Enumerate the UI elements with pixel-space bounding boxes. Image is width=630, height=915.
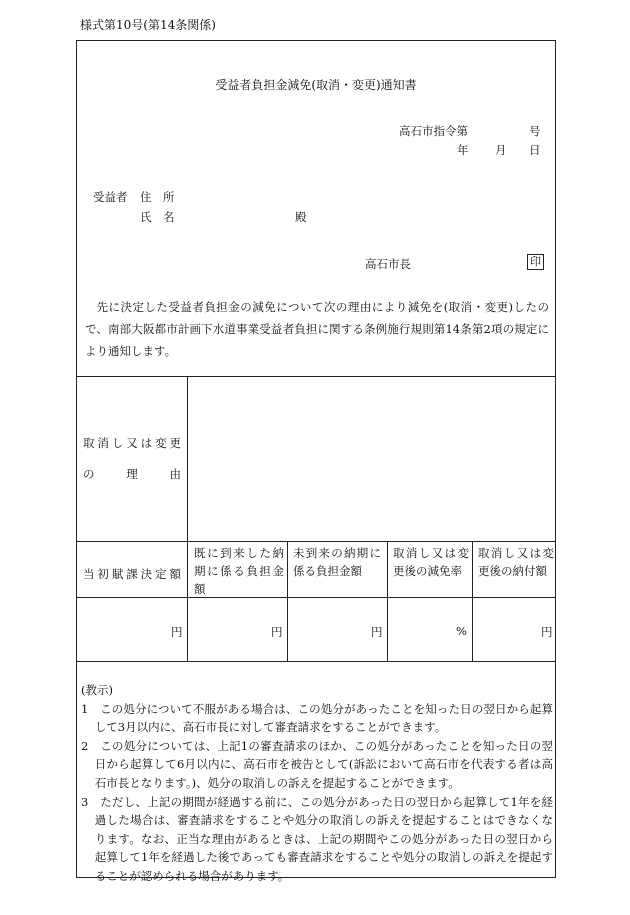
header-undue-amount: 未到来の納期に係る負担金額 [293, 546, 381, 578]
column-divider [387, 541, 388, 661]
divider-line [77, 597, 555, 598]
header-due-amount: 既に到来した納期に係る負担金額 [194, 546, 284, 596]
unit-yen: 円 [371, 625, 383, 639]
reason-label: 取消し又は変更 [83, 436, 181, 450]
document-title: 受益者負担金減免(取消・変更)通知書 [215, 78, 417, 92]
header-initial-assessment: 当初賦課決定額 [83, 567, 181, 581]
unit-percent: % [456, 624, 467, 638]
notice-body: 先に決定した受益者負担金の減免について次の理由により減免を(取消・変更)したので、南部大阪都市計画下水道事業受益者負担に関する条例施行規則第14条第2項の規定により通知します。 [85, 300, 549, 358]
column-divider [187, 376, 188, 661]
form-number-label: 様式第10号(第14条関係) [80, 18, 216, 32]
issuer-name: 高石市長 [365, 257, 411, 271]
address-label: 住 所 [140, 190, 175, 204]
unit-yen: 円 [171, 625, 183, 639]
column-divider [472, 541, 473, 661]
date-day-label: 日 [529, 143, 541, 157]
unit-yen: 円 [271, 625, 283, 639]
form-frame [76, 40, 556, 883]
instruction-item-3: 3 ただし、上記の期間が経過する前に、この処分があった日の翌日から起算して1年を経過した場合は、審査請求をすることや処分の取消しの訴えを提起することはできなくなります。なお、正当な理由があるときは、上記の期間やこの処分があった日の翌日から起算して1年を経過した後であっても審査請求をすることや処分の取消しの訴えを提起することが認められる場合があります。 [81, 794, 553, 883]
unit-yen: 円 [541, 625, 553, 639]
reason-label-line2: の 理 由 [83, 467, 181, 481]
instructions-heading: (教示) [81, 683, 113, 697]
divider-line [77, 541, 555, 542]
honorific: 殿 [295, 210, 307, 224]
seal-mark: 印 [527, 254, 544, 270]
document-number-suffix: 号 [529, 124, 541, 138]
date-month-label: 月 [495, 143, 507, 157]
name-label: 氏 名 [140, 210, 175, 224]
header-revised-rate: 取消し又は変更後の減免率 [393, 546, 469, 578]
recipient-label: 受益者 [93, 190, 128, 204]
instruction-item-1: 1 この処分について不服がある場合は、この処分があったことを知った日の翌日から起算して3月以内に、高石市長に対して審査請求をすることができます。 [81, 701, 553, 735]
date-year-label: 年 [457, 143, 469, 157]
header-revised-payment: 取消し又は変更後の納付額 [478, 546, 554, 578]
column-divider [287, 541, 288, 661]
divider-line [77, 376, 555, 377]
document-number-label: 高石市指令第 [399, 124, 468, 138]
instruction-item-2: 2 この処分については、上記1の審査請求のほか、この処分があったことを知った日の翌日から起算して6月以内に、高石市を被告として(訴訟において高石市を代表する者は高石市長となります。)、処分の取消しの訴えを提起することができます。 [81, 738, 553, 790]
instructions-section [81, 681, 553, 886]
divider-line [77, 661, 555, 662]
